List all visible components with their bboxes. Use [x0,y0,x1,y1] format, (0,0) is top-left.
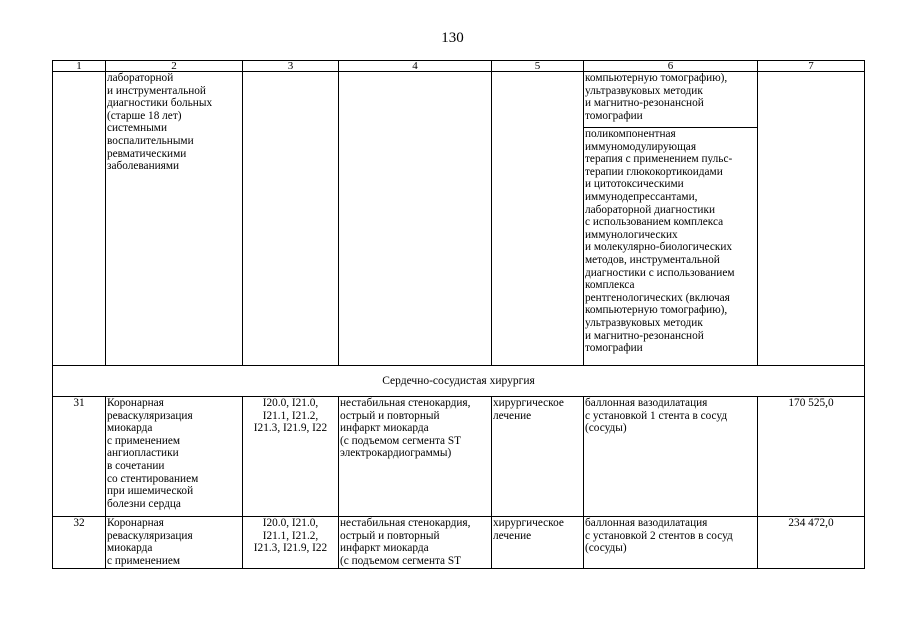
cell-method: баллонная вазодилатация с установкой 1 стента в сосуд (сосуды) [584,397,758,517]
cell-num: 31 [53,397,106,517]
cell-codes: I20.0, I21.0, I21.1, I21.2, I21.3, I21.9, I22 [243,517,339,569]
page-number: 130 [441,30,464,46]
column-header: 5 [492,61,584,72]
cell-codes: I20.0, I21.0, I21.1, I21.2, I21.3, I21.9, I22 [243,397,339,517]
cell-codes [243,72,339,366]
cell-type: хирургическое лечение [492,397,584,517]
column-header: 1 [53,61,106,72]
continued-row [53,72,865,128]
column-header: 2 [106,61,243,72]
section-row [53,366,865,397]
cell-type: хирургическое лечение [492,517,584,569]
column-header: 6 [584,61,758,72]
cell-price: 234 472,0 [758,517,865,569]
table-row [53,397,865,517]
table-row [53,517,865,569]
cell-num: 32 [53,517,106,569]
cell-model: нестабильная стенокардия, острый и повторный инфаркт миокарда (с подъемом сегмента ST [339,517,492,569]
cell-name: лабораторной и инструментальной диагностики больных (старше 18 лет) системными воспалительными ревматическими заболеваниями [106,72,243,366]
cell-type [492,72,584,366]
cell-method: поликомпонентная иммуномодулирующая терапия с применением пульс- терапии глюкокортикоидами и цитотоксическими иммунодепрессантами, лабораторной диагностики с использованием комплекса иммунологических и молекулярно-биологических методов, инструментальной диагностики с использованием комплекса рентгенологических (включая компьютерную томографию), ультразвуковых методик и магнитно-резонансной томографии [584,128,758,366]
cell-name: Коронарная реваскуляризация миокарда с применением [106,517,243,569]
cell-num [53,72,106,366]
column-header-row [53,61,865,72]
cell-method: компьютерную томографию), ультразвуковых методик и магнитно-резонансной томографии [584,72,758,128]
cell-price [758,72,865,366]
column-header: 3 [243,61,339,72]
cell-price: 170 525,0 [758,397,865,517]
column-header: 4 [339,61,492,72]
cell-name: Коронарная реваскуляризация миокарда с применением ангиопластики в сочетании со стентированием при ишемической болезни сердца [106,397,243,517]
services-table [52,60,865,569]
cell-model [339,72,492,366]
cell-method: баллонная вазодилатация с установкой 2 стентов в сосуд (сосуды) [584,517,758,569]
section-title: Сердечно-сосудистая хирургия [53,366,865,397]
cell-model: нестабильная стенокардия, острый и повторный инфаркт миокарда (с подъемом сегмента ST электрокардиограммы) [339,397,492,517]
column-header: 7 [758,61,865,72]
